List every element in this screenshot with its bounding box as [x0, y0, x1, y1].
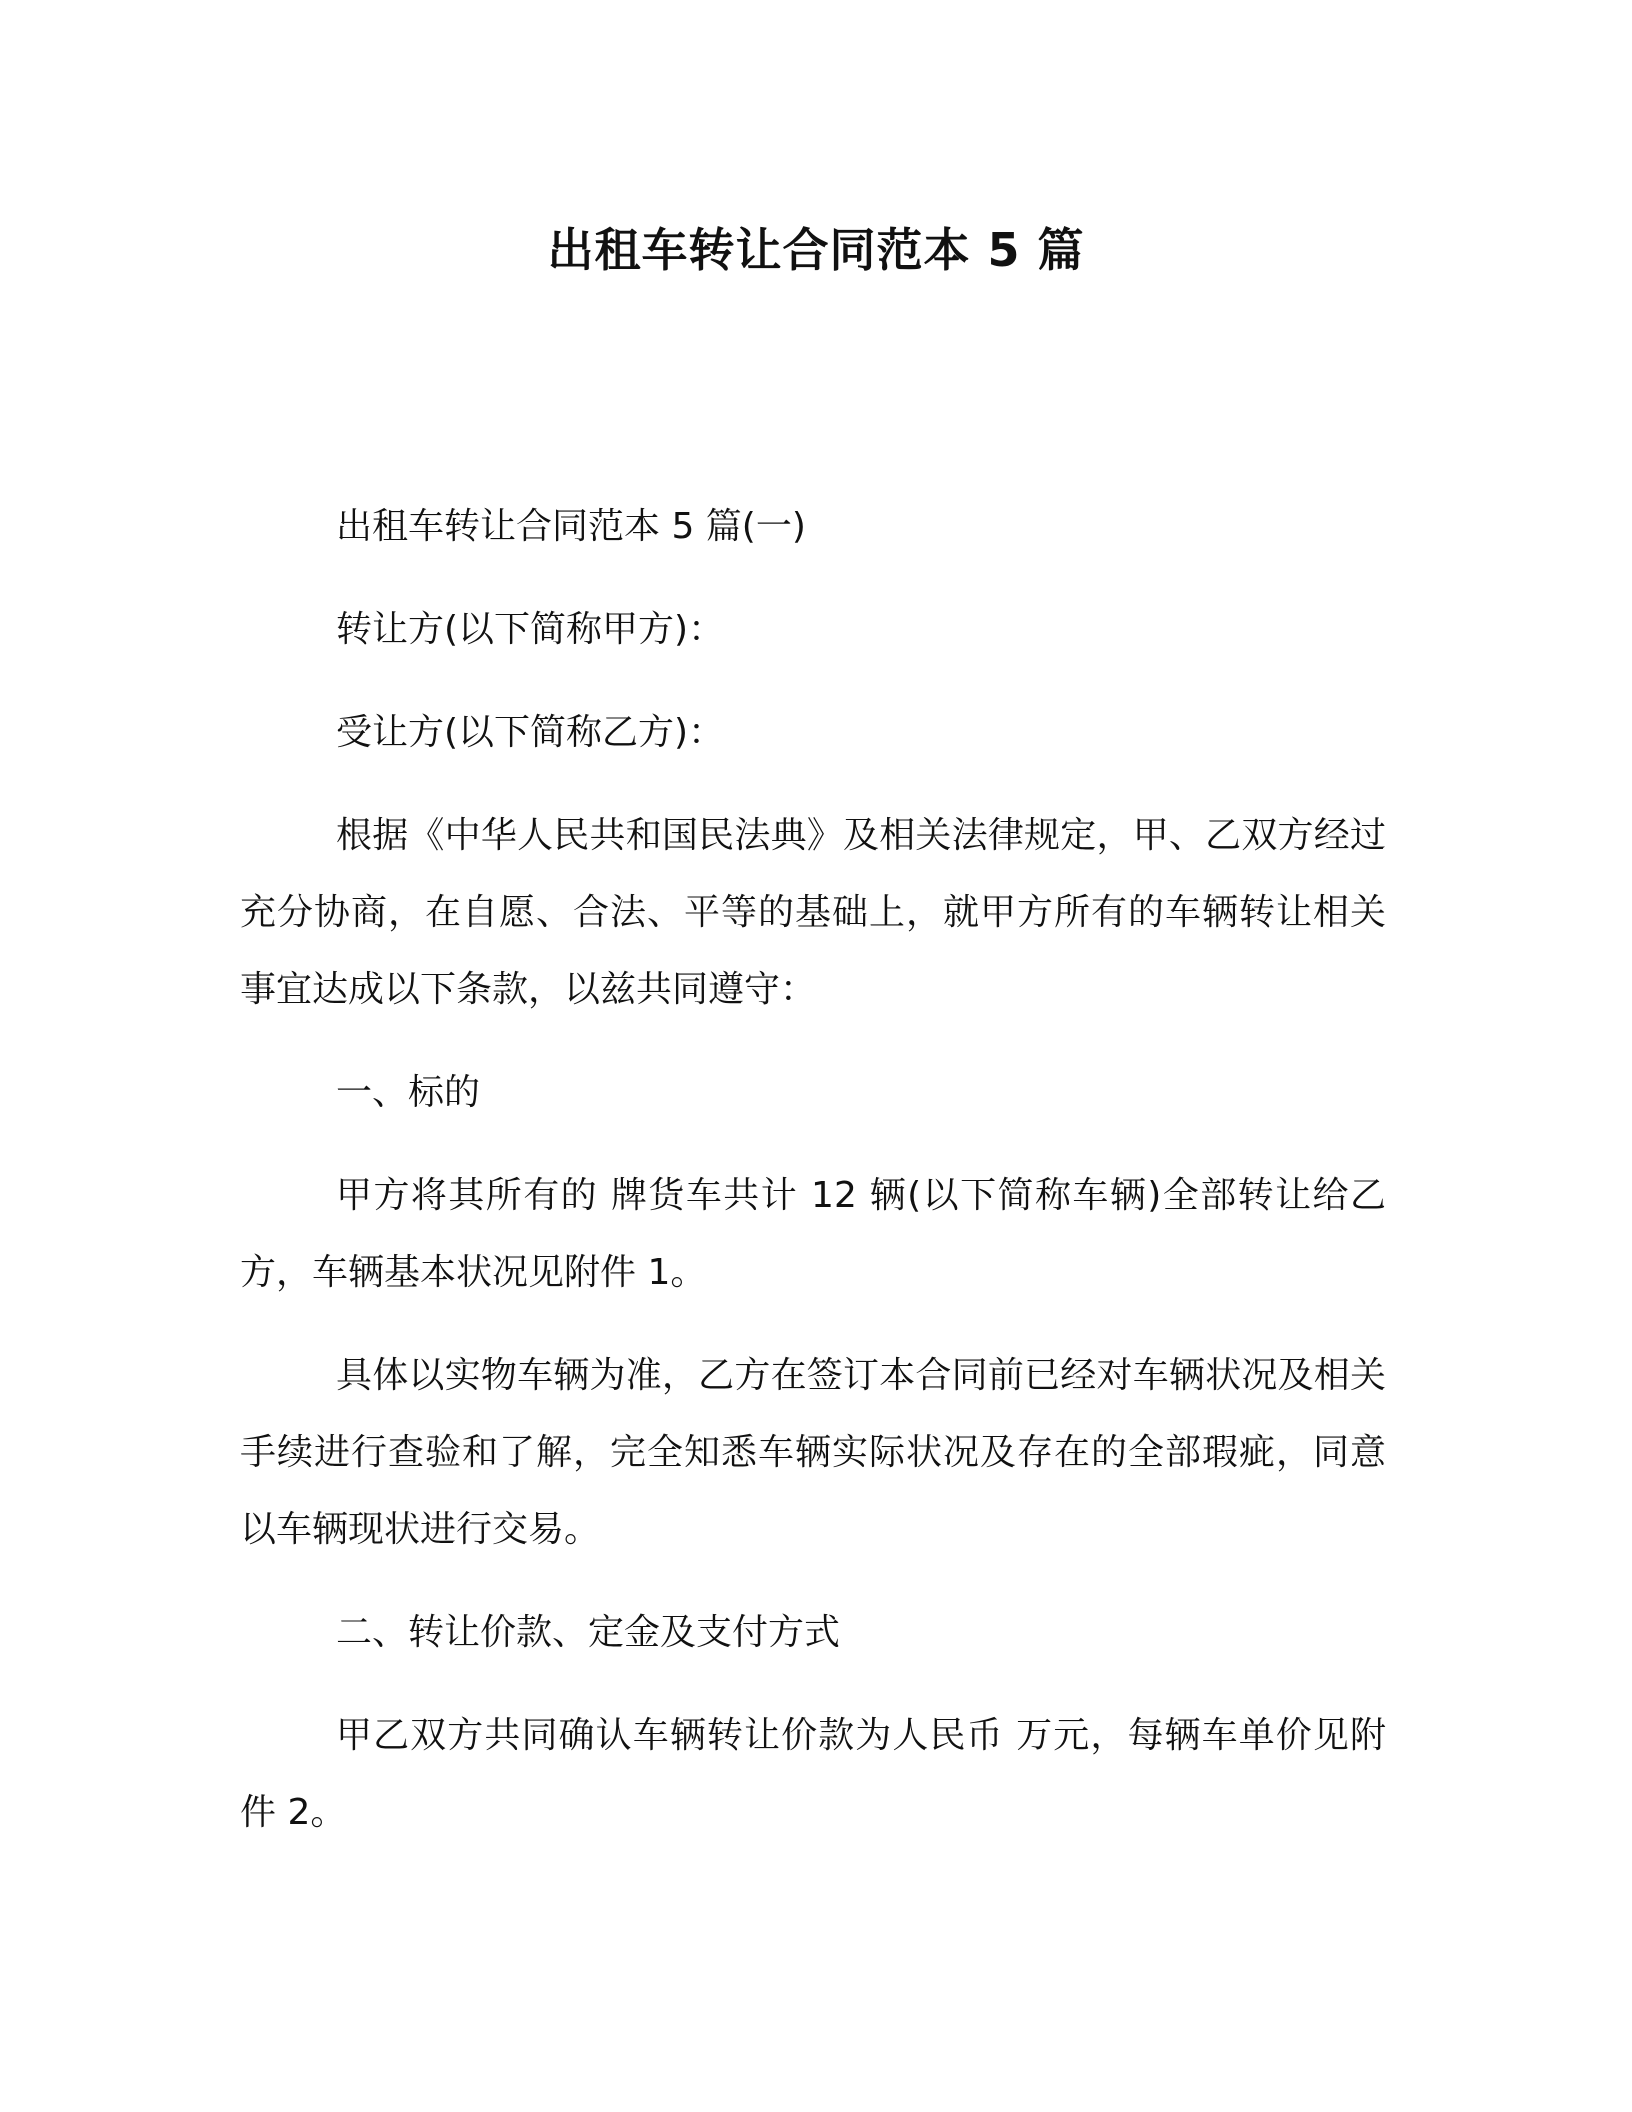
- price-paragraph: 甲乙双方共同确认车辆转让价款为人民币 万元，每辆车单价见附件 2。: [240, 1715, 1386, 1833]
- document-body: [240, 488, 1386, 1877]
- transferee-line: 受让方(以下简称乙方)：: [336, 712, 725, 753]
- preamble-paragraph: 根据《中华人民共和国民法典》及相关法律规定，甲、乙双方经过充分协商，在自愿、合法、平等的基础上，就甲方所有的车辆转让相关事宜达成以下条款，以兹共同遵守：: [240, 815, 1386, 1010]
- subject-paragraph: 甲方将其所有的 牌货车共计 12 辆(以下简称车辆)全部转让给乙方，车辆基本状况见附件 1。: [240, 1175, 1386, 1293]
- document-title: 出租车转让合同范本 5 篇: [547, 223, 1085, 277]
- clause-heading-price: 二、转让价款、定金及支付方式: [336, 1612, 841, 1653]
- section-heading-part-one: 出租车转让合同范本 5 篇(一): [336, 506, 806, 547]
- vehicle-condition-paragraph: 具体以实物车辆为准，乙方在签订本合同前已经对车辆状况及相关手续进行查验和了解，完全知悉车辆实际状况及存在的全部瑕疵，同意以车辆现状进行交易。: [240, 1355, 1386, 1550]
- clause-heading-subject: 一、标的: [336, 1072, 481, 1113]
- transferor-line: 转让方(以下简称甲方)：: [336, 609, 725, 650]
